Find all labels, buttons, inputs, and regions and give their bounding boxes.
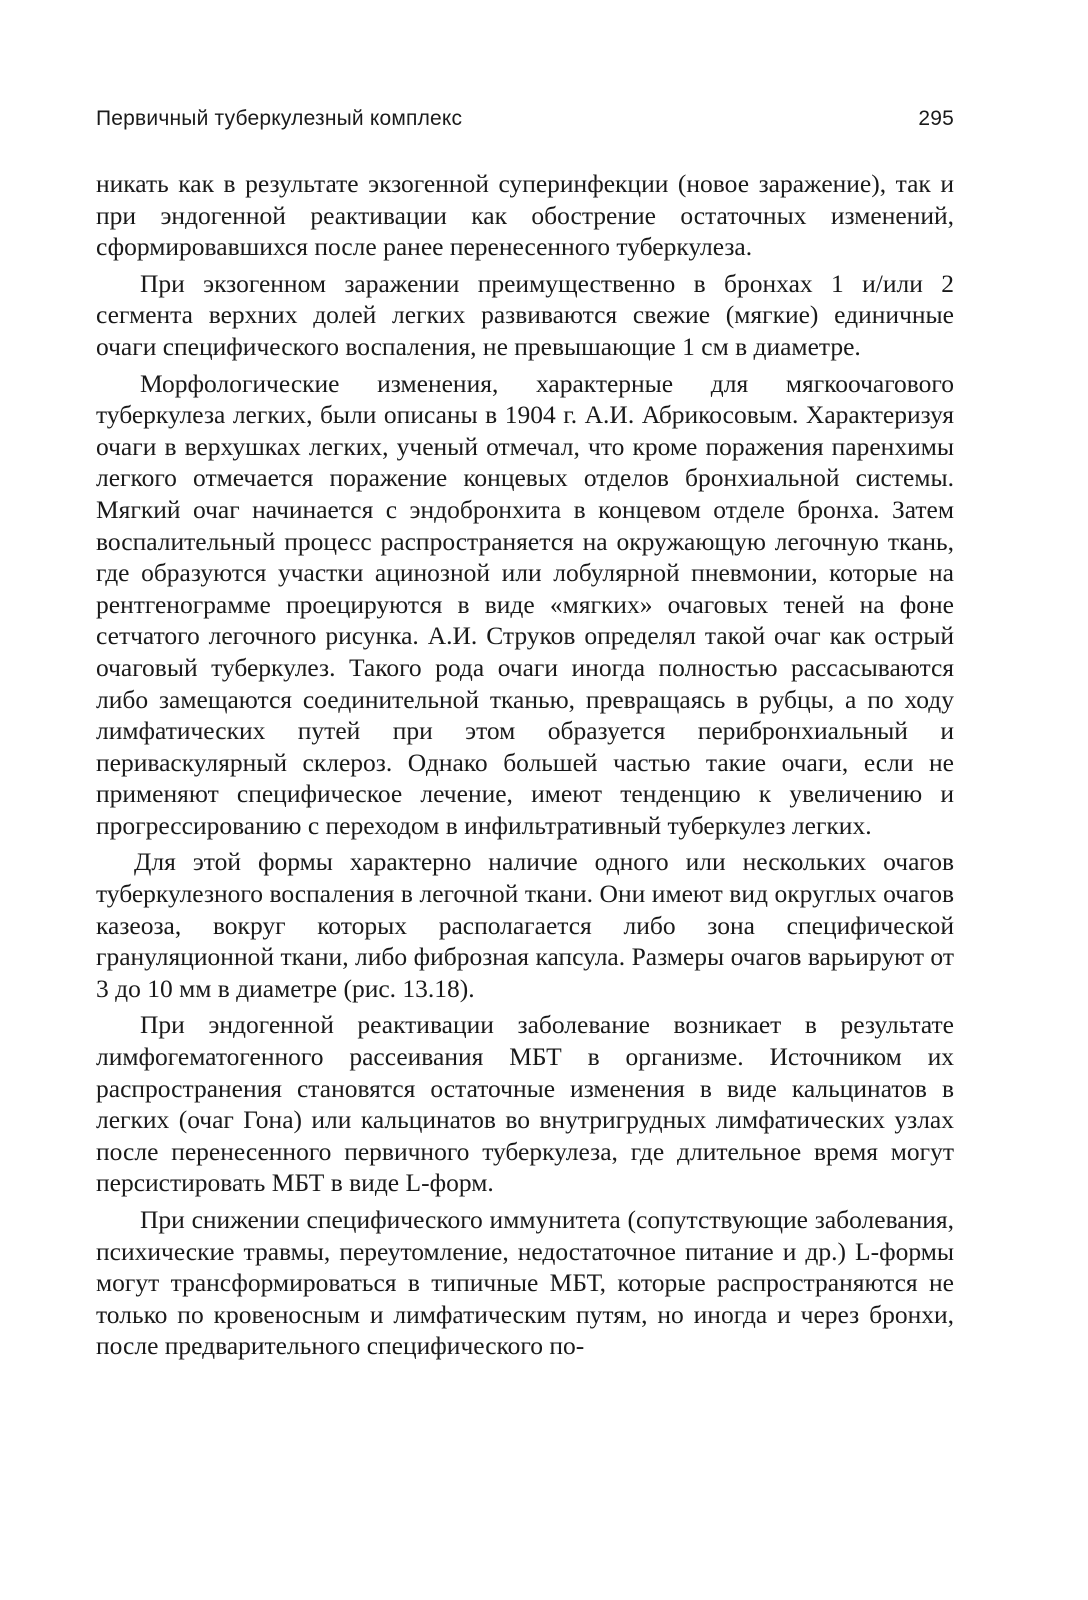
running-title: Первичный туберкулезный комплекс <box>96 107 463 130</box>
running-header <box>96 107 954 137</box>
paragraph-morphological-changes: Морфологические изменения, характерные для мягкоочагового туберкулеза легких, были описаны в 1904 г. А.И. Абрикосовым. Характеризуя очаги в верхушках легких, ученый отмечал, что кроме поражения паренхимы легкого отмечается поражение концевых отделов бронхиальной системы. Мягкий очаг начинается с эндобронхита в концевом отделе бронха. Затем воспалительный процесс распространяется на окружающую легочную ткань, где образуются участки ацинозной или лобулярной пневмонии, которые на рентгенограмме проецируются в виде «мягких» очаговых теней на фоне сетчатого легочного рисунка. А.И. Струков определял такой очаг как острый очаговый туберкулез. Такого рода очаги иногда полностью рассасываются либо замещаются соединительной тканью, превращаясь в рубцы, а по ходу лимфатических путей при этом образуется перибронхиальный и периваскулярный склероз. Однако большей частью такие очаги, если не применяют специфическое лечение, имеют тенденцию к увеличению и прогрессированию с переходом в инфильтративный туберкулез легких. <box>96 368 954 840</box>
paragraph-exogenous-infection: При экзогенном заражении преимущественно в бронхах 1 и/или 2 сегмента верхних долей легких развиваются свежие (мягкие) единичные очаги специфического воспаления, не превышающие 1 см в диаметре. <box>96 268 954 361</box>
paragraph-endogenous-reactivation: При эндогенной реактивации заболевание возникает в результате лимфогематогенного рассеивания МБТ в организме. Источником их распространения становятся остаточные изменения в виде кальцинатов в легких (очаг Гона) или кальцинатов во внутригрудных лимфатических узлах после перенесенного первичного туберкулеза, где длительное время могут персистировать МБТ в виде L-форм. <box>96 1010 954 1198</box>
page-number: 295 <box>918 107 954 130</box>
paragraph-reduced-immunity: При снижении специфического иммунитета (сопутствующие заболевания, психические травмы, переутомление, недостаточное питание и др.) L-формы могут трансформироваться в типичные МБТ, которые распространяются не только по кровеносным и лимфатическим путям, но иногда и через бронхи, после предварительного специфического по- <box>96 1205 954 1361</box>
paragraph-continuation: никать как в результате экзогенной суперинфекции (новое заражение), так и при эндогенной реактивации как обострение остаточных изменений, сформировавшихся после ранее перенесенного туберкулеза. <box>96 169 954 262</box>
paragraph-form-characteristics: Для этой формы характерно наличие одного или нескольких очагов туберкулезного воспаления в легочной ткани. Они имеют вид округлых очагов казеоза, вокруг которых располагается либо зона специфической грануляционной ткани, либо фиброзная капсула. Размеры очагов варьируют от 3 до 10 мм в диаметре (рис. 13.18). <box>96 847 954 1003</box>
body-text <box>96 168 954 1367</box>
document-page <box>96 0 954 1600</box>
